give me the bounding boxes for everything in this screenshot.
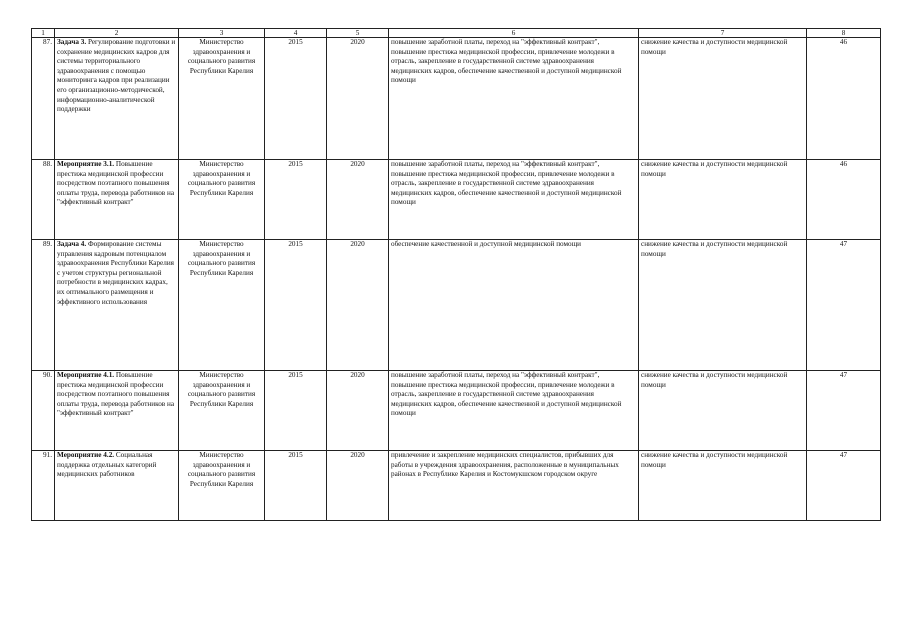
executor-cell: Министерство здравоохранения и социального развития Республики Карелия <box>179 38 265 160</box>
end-year-cell: 2020 <box>327 371 389 451</box>
row-number: 88. <box>32 160 55 240</box>
page-ref-cell: 46 <box>807 38 881 160</box>
measure-title-bold: Мероприятие 4.2. <box>57 451 115 459</box>
column-header: 3 <box>179 29 265 38</box>
page-ref-cell: 47 <box>807 240 881 371</box>
table-row <box>32 240 881 371</box>
measure-title <box>55 451 179 521</box>
start-year-cell: 2015 <box>265 371 327 451</box>
measure-title-text: Повышение престижа медицинской профессии посредством поэтапного повышения оплаты труда, перевода работников на "эффективный контракт" <box>57 371 175 418</box>
column-header: 4 <box>265 29 327 38</box>
consequence-cell: снижение качества и доступности медицинской помощи <box>639 160 807 240</box>
measure-title <box>55 38 179 160</box>
measure-title-bold: Задача 3. <box>57 38 87 46</box>
table-row <box>32 371 881 451</box>
consequence-cell: снижение качества и доступности медицинской помощи <box>639 371 807 451</box>
row-number: 90. <box>32 371 55 451</box>
start-year-cell: 2015 <box>265 240 327 371</box>
page-ref-cell: 46 <box>807 160 881 240</box>
measure-title <box>55 371 179 451</box>
table-row <box>32 451 881 521</box>
measure-title-bold: Мероприятие 4.1. <box>57 371 115 379</box>
consequence-cell: снижение качества и доступности медицинской помощи <box>639 240 807 371</box>
page-ref-cell: 47 <box>807 451 881 521</box>
table-row <box>32 160 881 240</box>
row-number: 87. <box>32 38 55 160</box>
measure-title-text: Регулирование подготовки и сохранение медицинских кадров для системы территориального здравоохранения с помощью мониторинга кадров при реализации его организационно-методической, информационно-аналитической поддержки <box>57 38 176 114</box>
column-header: 1 <box>32 29 55 38</box>
measure-title-text: Формирование системы управления кадровым потенциалом здравоохранения Республики Карелия с учетом структуры региональной потребности в медицинских кадрах, их оптимального размещения и эффективного использования <box>57 240 174 306</box>
executor-cell: Министерство здравоохранения и социального развития Республики Карелия <box>179 371 265 451</box>
expected-result-cell: повышение заработной платы, переход на "эффективный контракт", повышение престижа медицинской профессии, привлечение молодежи в отрасль, закрепление в государственной системе здравоохранения медицинских кадров, обеспечение качественной и доступной медицинской помощи <box>389 160 639 240</box>
column-header: 2 <box>55 29 179 38</box>
row-number: 89. <box>32 240 55 371</box>
start-year-cell: 2015 <box>265 38 327 160</box>
executor-cell: Министерство здравоохранения и социального развития Республики Карелия <box>179 451 265 521</box>
column-header: 8 <box>807 29 881 38</box>
end-year-cell: 2020 <box>327 38 389 160</box>
start-year-cell: 2015 <box>265 451 327 521</box>
measure-title <box>55 240 179 371</box>
measure-title-bold: Задача 4. <box>57 240 87 248</box>
expected-result-cell: повышение заработной платы, переход на "эффективный контракт", повышение престижа медицинской профессии, привлечение молодежи в отрасль, закрепление в государственной системе здравоохранения медицинских кадров, обеспечение качественной и доступной медицинской помощи <box>389 38 639 160</box>
measure-title <box>55 160 179 240</box>
column-header: 7 <box>639 29 807 38</box>
expected-result-cell: привлечение и закрепление медицинских специалистов, прибывших для работы в учреждения здравоохранения, расположенные в муниципальных районах в Республике Карелия и Костомукшском городском округе <box>389 451 639 521</box>
expected-result-cell: повышение заработной платы, переход на "эффективный контракт", повышение престижа медицинской профессии, привлечение молодежи в отрасль, закрепление в государственной системе здравоохранения медицинских кадров, обеспечение качественной и доступной медицинской помощи <box>389 371 639 451</box>
executor-cell: Министерство здравоохранения и социального развития Республики Карелия <box>179 160 265 240</box>
table-header-row <box>32 29 881 38</box>
start-year-cell: 2015 <box>265 160 327 240</box>
end-year-cell: 2020 <box>327 451 389 521</box>
measure-title-text: Социальная поддержка отдельных категорий медицинских работников <box>57 451 157 479</box>
expected-result-cell: обеспечение качественной и доступной медицинской помощи <box>389 240 639 371</box>
executor-cell: Министерство здравоохранения и социального развития Республики Карелия <box>179 240 265 371</box>
page-ref-cell: 47 <box>807 371 881 451</box>
column-header: 6 <box>389 29 639 38</box>
row-number: 91. <box>32 451 55 521</box>
column-header: 5 <box>327 29 389 38</box>
end-year-cell: 2020 <box>327 160 389 240</box>
measure-title-text: Повышение престижа медицинской профессии посредством поэтапного повышения оплаты труда, перевода работников на "эффективный контракт" <box>57 160 175 207</box>
program-table <box>31 28 881 521</box>
table-row <box>32 38 881 160</box>
end-year-cell: 2020 <box>327 240 389 371</box>
consequence-cell: снижение качества и доступности медицинской помощи <box>639 451 807 521</box>
measure-title-bold: Мероприятие 3.1. <box>57 160 115 168</box>
consequence-cell: снижение качества и доступности медицинской помощи <box>639 38 807 160</box>
